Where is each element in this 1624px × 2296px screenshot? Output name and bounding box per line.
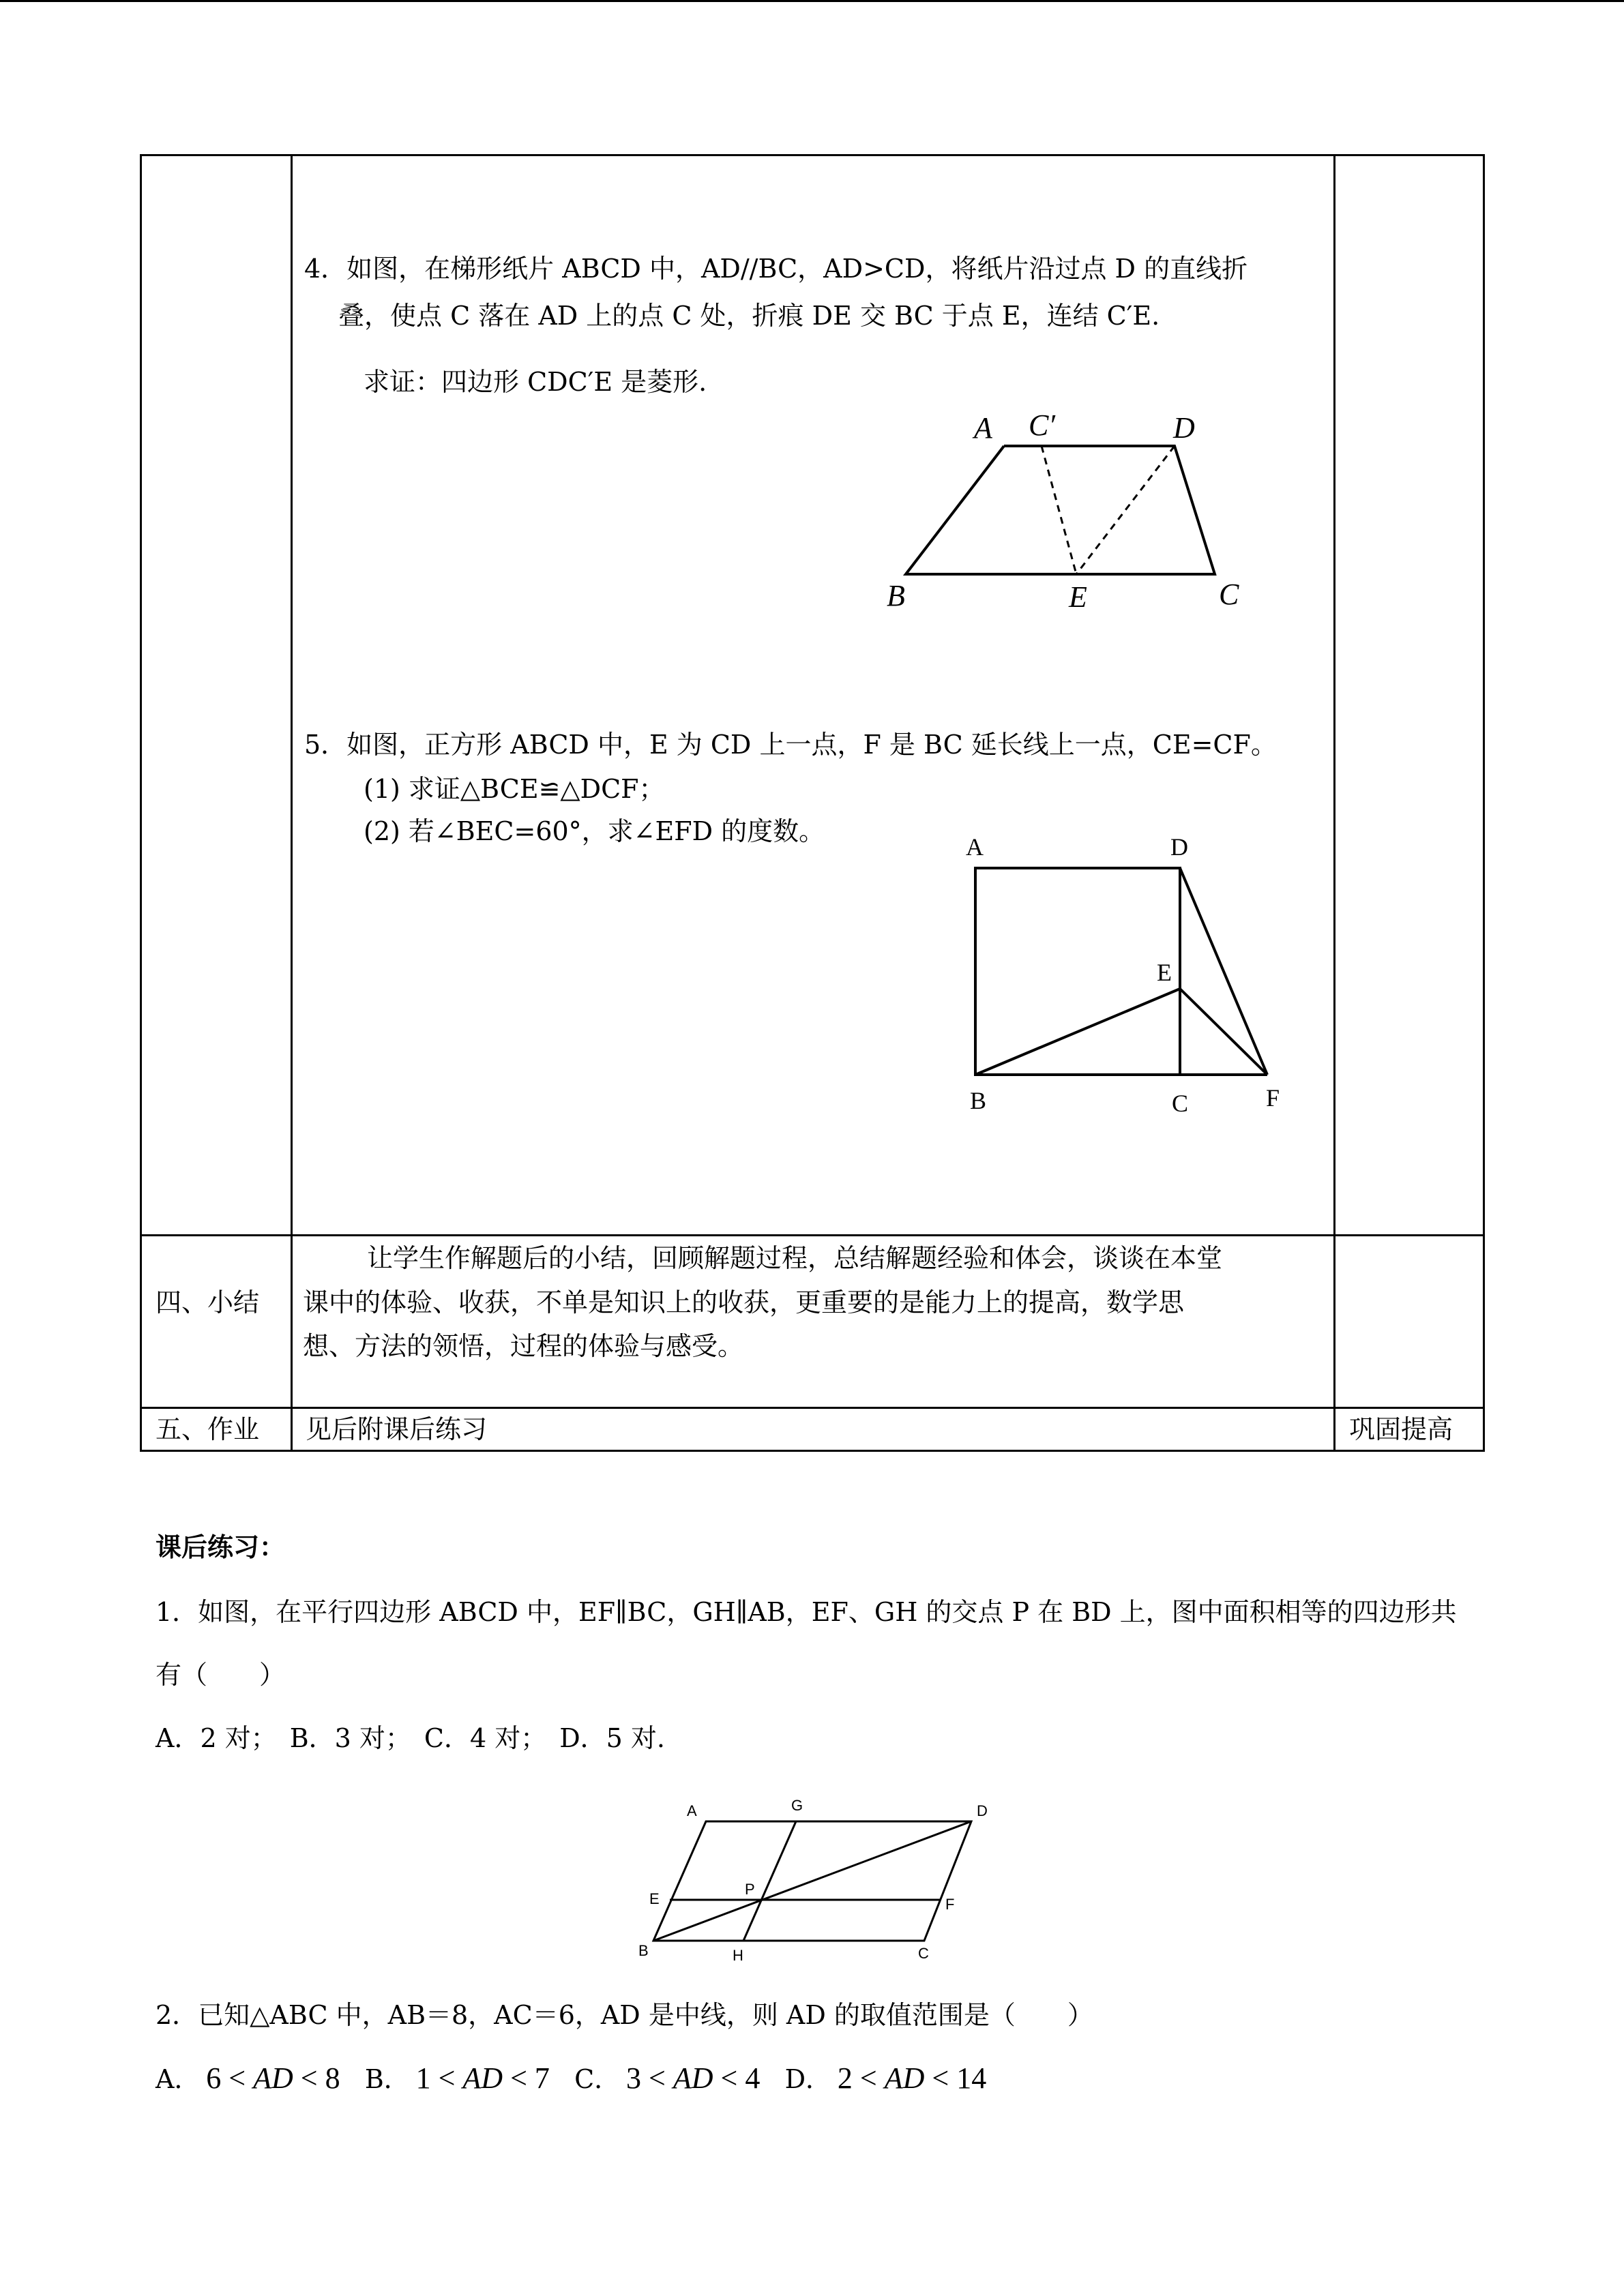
- summary-label: 四、小结: [156, 1287, 260, 1317]
- ex1-line-2: 有（ ）: [156, 1660, 286, 1690]
- ex1-label-f: F: [945, 1896, 955, 1913]
- table-bottom-border: [140, 1450, 1485, 1452]
- q4-line-2: 叠，使点 C 落在 AD 上的点 C 处，折痕 DE 交 BC 于点 E，连结 C′E.: [338, 301, 1160, 331]
- summary-line-3: 想、方法的领悟，过程的体验与感受。: [303, 1331, 744, 1361]
- ex2-options: [156, 2063, 986, 2093]
- q5-label-d: D: [1170, 833, 1188, 861]
- summary-line-1: 让学生作解题后的小结，回顾解题过程，总结解题经验和体会，谈谈在本堂: [367, 1243, 1223, 1273]
- q4-label-a: A: [974, 411, 992, 445]
- q5-line-2: (1) 求证△BCE≌△DCF；: [364, 774, 665, 804]
- ex2-option-b: B． 1 < AD < 7: [364, 2061, 550, 2095]
- q4-line-3: 求证：四边形 CDC′E 是菱形.: [364, 367, 707, 397]
- q5-label-b: B: [970, 1087, 987, 1114]
- homework-content: 见后附课后练习: [306, 1414, 488, 1444]
- ex1-diagonal-bd: [653, 1821, 971, 1941]
- homework-note: 巩固提高: [1349, 1414, 1453, 1444]
- ex2-option-c: C． 3 < AD < 4: [574, 2061, 761, 2095]
- q5-label-a: A: [966, 833, 984, 861]
- page-top-border: [0, 0, 1624, 2]
- exercises-heading: 课后练习：: [156, 1532, 286, 1562]
- q4-crease-de: [1076, 446, 1175, 574]
- homework-label: 五、作业: [156, 1414, 260, 1444]
- ex2-option-a: A． 6 < AD < 8: [156, 2061, 340, 2095]
- table-col-divider-2: [1333, 154, 1335, 1452]
- ex1-line-1: 1．如图，在平行四边形 ABCD 中，EF∥BC，GH∥AB，EF、GH 的交点 P 在 BD 上，图中面积相等的四边形共: [156, 1597, 1457, 1627]
- q5-label-f: F: [1266, 1084, 1280, 1112]
- table-col-divider-1: [291, 154, 293, 1452]
- q4-label-c: C: [1219, 578, 1239, 611]
- table-right-border: [1483, 154, 1485, 1452]
- q5-segment-ef: [1180, 989, 1267, 1075]
- ex2-line-1: 2．已知△ABC 中，AB＝8，AC＝6，AD 是中线，则 AD 的取值范围是（ ）: [156, 2000, 1093, 2030]
- q4-line-1: 4．如图，在梯形纸片 ABCD 中，AD//BC，AD>CD，将纸片沿过点 D 的直线折: [304, 254, 1248, 284]
- table-row-divider-2: [140, 1407, 1485, 1409]
- ex2-option-d: D． 2 < AD < 14: [784, 2061, 987, 2095]
- table-left-border: [140, 154, 142, 1452]
- q4-fold-line-ce: [1042, 446, 1076, 574]
- ex1-label-g: G: [791, 1797, 803, 1814]
- ex1-label-p: P: [745, 1881, 755, 1898]
- q5-label-e: E: [1157, 959, 1172, 986]
- q4-label-b: B: [887, 579, 905, 612]
- summary-line-2: 课中的体验、收获，不单是知识上的收获，更重要的是能力上的提高，数学思: [303, 1287, 1185, 1317]
- q5-label-c: C: [1172, 1090, 1189, 1117]
- q5-segment-df: [1180, 868, 1267, 1075]
- ex1-label-d: D: [977, 1802, 988, 1819]
- table-row-divider-1: [140, 1234, 1485, 1236]
- q5-square-abcd: [975, 868, 1180, 1075]
- ex1-options: A．2 对； B．3 对； C．4 对； D．5 对.: [156, 1723, 666, 1753]
- ex1-label-h: H: [733, 1947, 743, 1964]
- q4-trapezoid-outline: [906, 446, 1215, 574]
- q4-label-cprime: C′: [1029, 408, 1055, 442]
- q5-line-3: (2) 若∠BEC=60°，求∠EFD 的度数。: [364, 816, 825, 846]
- ex1-label-b: B: [638, 1942, 649, 1959]
- q5-line-1: 5．如图，正方形 ABCD 中，E 为 CD 上一点，F 是 BC 延长线上一点，CE=CF。: [304, 730, 1277, 760]
- table-top-border: [140, 154, 1485, 156]
- q4-label-e: E: [1069, 580, 1087, 614]
- q5-segment-be: [975, 989, 1180, 1075]
- ex1-label-c: C: [918, 1945, 929, 1962]
- ex1-label-e: E: [649, 1890, 660, 1907]
- ex1-label-a: A: [687, 1802, 697, 1819]
- q4-label-d: D: [1173, 411, 1195, 445]
